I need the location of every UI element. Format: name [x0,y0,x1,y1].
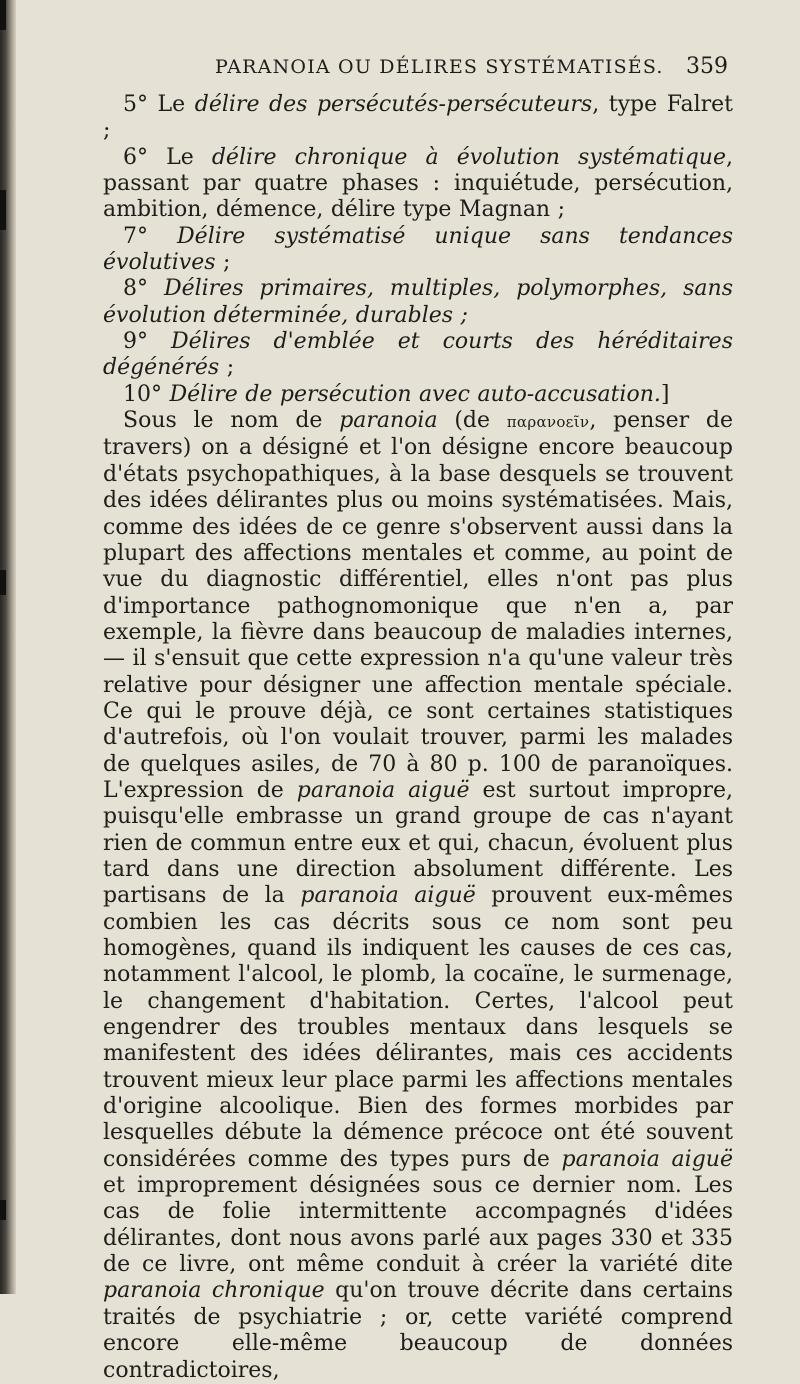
term-italic: paranoia aiguë [561,1146,733,1172]
list-number: 10° [123,381,162,407]
main-paragraph [103,408,733,1384]
term-italic: paranoia aiguë [296,777,470,803]
list-rest: ] [660,381,670,407]
list-item [103,276,733,329]
list-item [103,329,733,382]
page-number: 359 [686,54,728,79]
term-italic: paranoia chronique [103,1278,325,1304]
list-rest: ; [219,355,235,381]
list-number: 5° [123,92,148,117]
list-title: Délire de persécution avec auto-accusation. [169,381,661,407]
list-item [103,224,733,277]
list-title: Délires d'emblée et courts des héréditaires dégénérés [103,329,733,381]
list-rest: ; [215,250,231,276]
list-item [103,382,733,408]
list-title: délire chronique à évolution systématique [211,144,726,170]
list-number: 6° [123,144,148,170]
list-title: Délires primaires, multiples, polymorphes, sans évolution déterminée, durables ; [103,276,733,328]
text-run: , penser de travers) on a désigné et l'on désigne encore beaucoup d'états psychopathiques, à la base desquels se trouvent des idées délirantes plus ou moins systématisées. Mais, comme des idées de ce genre s'observent aussi dans la plupart des affections mentales et comme, au point de vue du diagnostic différentiel, elles n'ont pas plus d'importance pathognomonique que n'en a, par exemple, la fièvre dans beaucoup de maladies internes, — il s'ensuit que cette expression n'a qu'une valeur très relative pour désigner une affection mentale spéciale. Ce qui le prouve déjà, ce sont certaines statistiques d'autrefois, où l'on voulait trouver, parmi les malades de quelques asiles, de 70 à 80 p. 100 de paranoïques. L'expression de [103,408,734,803]
list-item: 6° Le délire chronique à évolution systématique, passant par quatre phases : inquiétude, persécution, ambition, démence, délire type Magnan ; [103,144,733,223]
list-item: 5° Le délire des persécutés-persécuteurs, type Falret ; [103,92,733,144]
term-italic: paranoia aiguë [300,883,476,909]
text-run: (de [437,408,507,434]
list-number: 9° [123,329,148,355]
running-head: PARANOIA OU DÉLIRES SYSTÉMATISÉS. [215,56,664,78]
body-text [103,92,733,1384]
list-title: Délire systématisé unique sans tendances évolutives [103,223,733,276]
list-rest: , passant par quatre phases : inquiétude, persécution, ambition, démence, délire type Magnan ; [103,144,733,223]
text-run: est surtout impropre, puisqu'elle embrasse un grand groupe de cas n'ayant rien de commun entre eux et qui, chacun, évoluent plus tard dans une direction absolument différente. Les partisans de la [103,777,733,909]
text-run: et improprement désignées sous ce dernier nom. Les cas de folie intermittente accompagnés d'idées délirantes, dont nous avons parlé aux pages 330 et 335 de ce livre, ont même conduit à créer la variété dite [103,1173,733,1278]
text-run: prouvent eux-mêmes combien les cas décrits sous ce nom sont peu homogènes, quand ils indiquent les causes de ces cas, notamment l'alcool, le plomb, la cocaïne, le surmenage, le changement d'habitation. Certes, l'alcool peut engendrer des troubles mentaux dans lesquels se manifestent des idées délirantes, mais ces accidents trouvent mieux leur place parmi les affections mentales d'origine alcoolique. Bien des formes morbides par lesquelles débute la démence précoce ont été souvent considérées comme des types purs de [103,883,733,1172]
list-title: délire des persécutés-persécuteurs [194,92,593,117]
list-number: 7° [123,223,148,249]
list-number: 8° [123,276,148,302]
text-run: qu'on trouve décrite dans certains traités de psychiatrie ; or, cette variété comprend encore elle-même beaucoup de données contradictoires, [103,1278,733,1383]
list-rest: , type Falret ; [103,92,733,144]
text-run: Sous le nom de [123,408,340,434]
term-italic: paranoia [339,408,438,434]
greek-word: παρανοεῖν [506,413,590,432]
